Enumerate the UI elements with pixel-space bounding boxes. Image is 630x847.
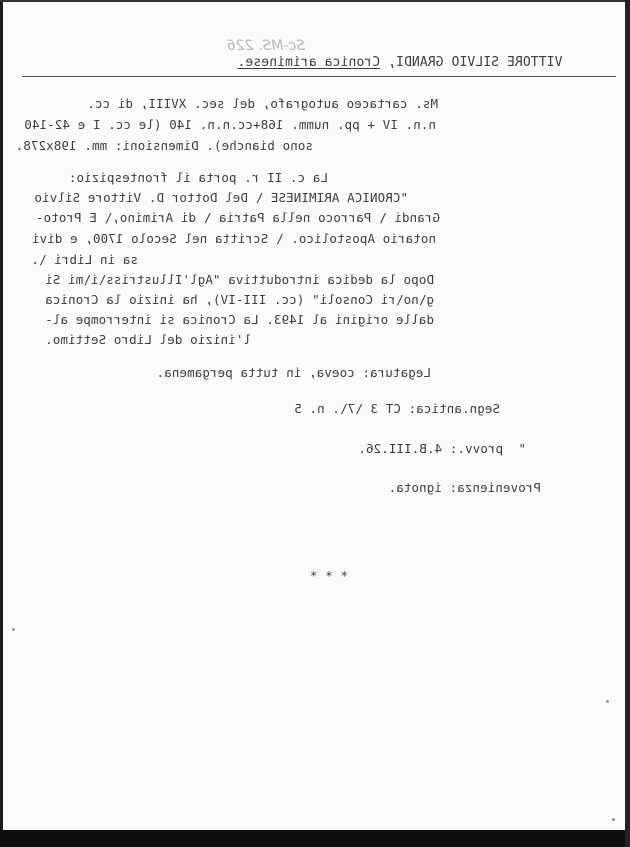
text-line: Grandi \ Parroco nella Patria \ di Arimino,\ E Proto- [35,210,440,225]
old-shelfmark-line: Segn.antica: CT 3 \7\. n. 5 [294,401,500,416]
scan-speck [612,818,615,821]
text-line: La c. II r. porta il frontespizio: [68,170,328,185]
text-line: Dopo la dedica introduttiva "Agl'Illustriss\i\mi Si [45,272,434,287]
scan-speck [606,700,609,703]
binding-line: Legatura: coeva, in tutta pergamena. [156,365,431,380]
provenance-line: Provenienza: ignota. [388,480,541,495]
text-line: g\no\ri Consoli" (cc. III-IV), ha inizio la Cronica [45,292,434,307]
header-author: VITTORE SILVIO GRANDI, [388,55,563,70]
text-line: l'inizio del Libro Settimo. [45,332,251,347]
text-line: dalle origini al 1493. La Cronica si interrompe al- [45,312,434,327]
text-line: Ms. cartaceo autografo, del sec. XVIII, di cc. [87,96,438,111]
text-line: notario Apostolico. \ Scritta nel Secolo 1700, e divi [31,231,436,246]
pencil-shelfmark: Sc-MS. 226 [226,38,305,54]
provisional-shelfmark-line: " provv.: 4.B.III.26. [358,441,526,456]
text-line: n.n. IV + pp. numm. 168+cc.n.n. 140 (le cc. I e 42-140 [24,117,436,132]
header-title: Cronica ariminese. [237,55,381,70]
text-line: sono bianche). Dimensioni: mm. 198x278. [15,138,313,153]
section-separator: * * * [309,568,348,583]
header-rule [22,76,616,77]
scan-speck [12,628,15,631]
text-line: "CRONICA ARIMINESE \ Del Dottor D. Vittore Silvio [34,190,408,205]
text-line: sa in Libri \. [31,252,138,267]
